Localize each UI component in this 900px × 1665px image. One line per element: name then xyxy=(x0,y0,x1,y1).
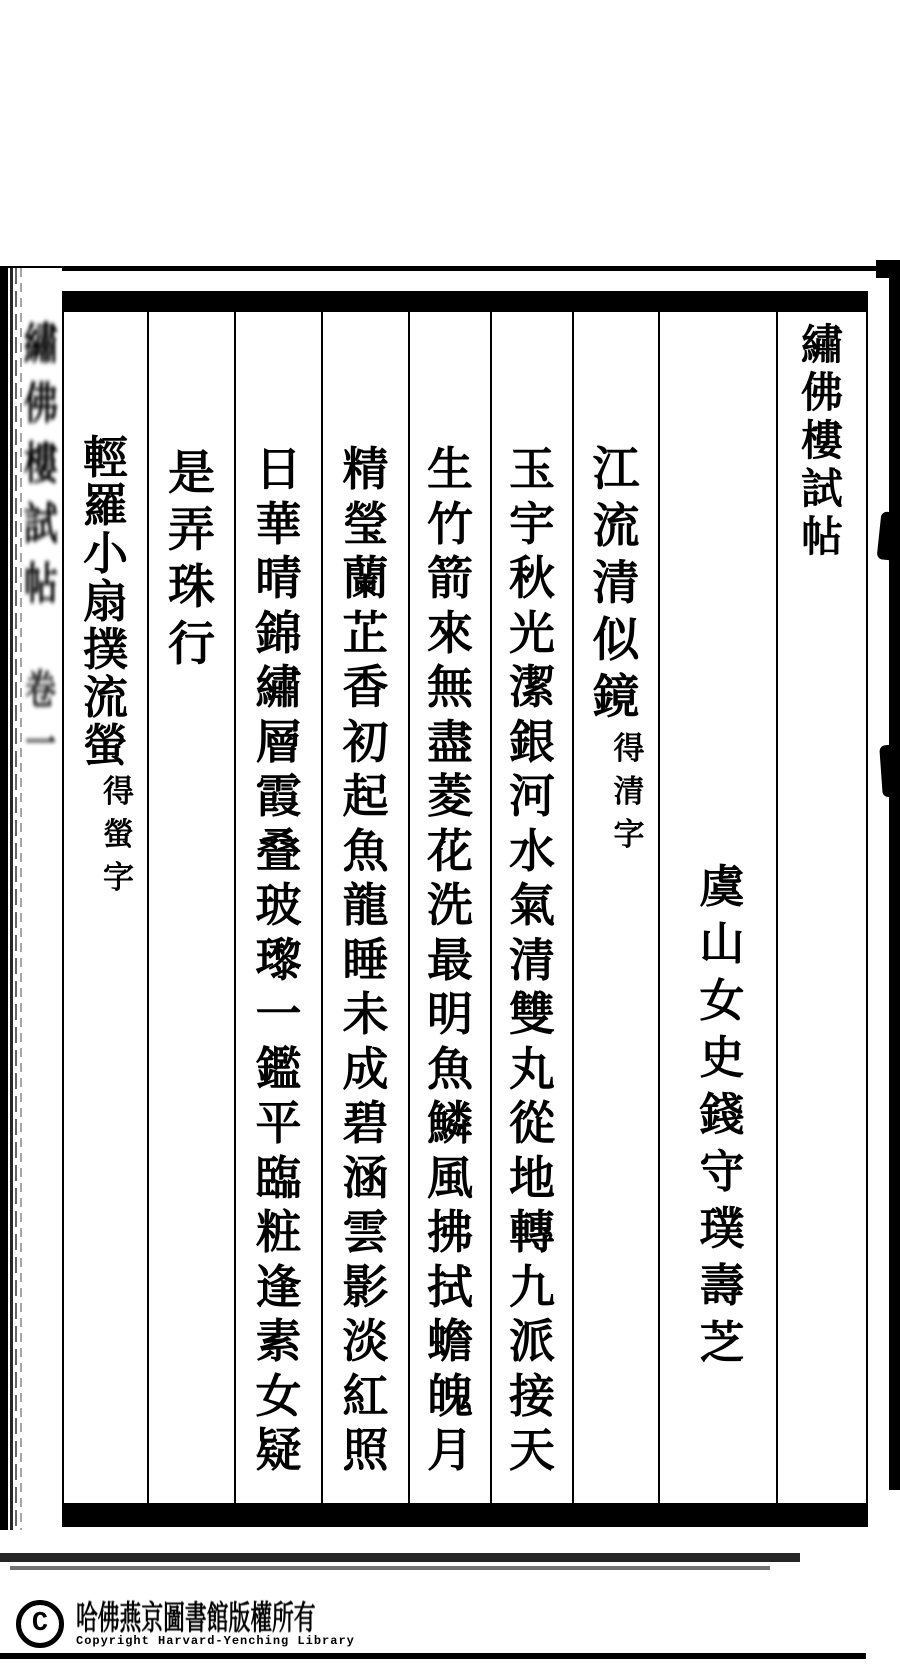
spine-volume-label: 卷一 xyxy=(20,668,56,776)
poem1-line-column-1: 玉 宇 秋 光 潔 銀 河 水 氣 清 雙 丸 從 地 轉 九 派 接 天 xyxy=(490,312,572,1503)
copyright-text-chinese: 哈佛燕京圖書館版權所有 xyxy=(76,1599,316,1636)
book-title-column xyxy=(776,312,866,1503)
poem1-title: 江 流 清 似 鏡 xyxy=(592,444,640,724)
poem1-line-column-3: 精 瑩 蘭 芷 香 初 起 魚 龍 睡 未 成 碧 涵 雲 影 淡 紅 照 xyxy=(321,312,408,1503)
copyright-symbol-letter: C xyxy=(31,1609,49,1639)
copyright-text-english: Copyright Harvard-Yenching Library xyxy=(76,1634,355,1648)
scan-smudge-line xyxy=(0,1553,800,1562)
spine-ink-edge xyxy=(0,268,8,1530)
poem2-title-column xyxy=(62,312,147,1503)
scan-corner-mark xyxy=(876,260,900,278)
copyright-stamp xyxy=(14,1596,354,1658)
copyright-symbol-icon xyxy=(16,1600,64,1648)
poem1-line-column-4: 日 華 晴 錦 繡 層 霞 叠 玻 瓈 一 鑑 平 臨 粧 逢 素 女 疑 xyxy=(234,312,321,1503)
frame-top-band xyxy=(12,291,868,312)
scan-smudge-line xyxy=(10,1566,770,1570)
poem1-rhyme-note: 得 清 字 xyxy=(613,731,645,852)
text-columns xyxy=(62,312,868,1503)
author-column xyxy=(658,312,776,1503)
poem2-title: 輕 羅 小 扇 撲 流 螢 xyxy=(82,433,128,771)
poem2-rhyme-note: 得 螢 字 xyxy=(103,774,134,895)
spine-column xyxy=(0,268,62,1530)
frame-top-thin-line xyxy=(0,266,880,271)
poem1-line-column-2: 生 竹 箭 來 無 盡 菱 花 洗 最 明 魚 鱗 風 拂 拭 蟾 魄 月 xyxy=(408,312,490,1503)
spine-book-title: 繡佛樓試帖 xyxy=(18,320,57,620)
book-title: 繡 佛 樓 試 帖 xyxy=(800,323,843,561)
author-attribution: 虞 山 女 史 錢 守 璞 壽 芝 xyxy=(699,862,745,1368)
poem1-line-column-5: 是 弄 珠 行 xyxy=(147,312,234,1503)
frame-right-border xyxy=(889,268,900,1490)
frame-bottom-band xyxy=(12,1503,868,1527)
poem1-title-column xyxy=(572,312,658,1503)
